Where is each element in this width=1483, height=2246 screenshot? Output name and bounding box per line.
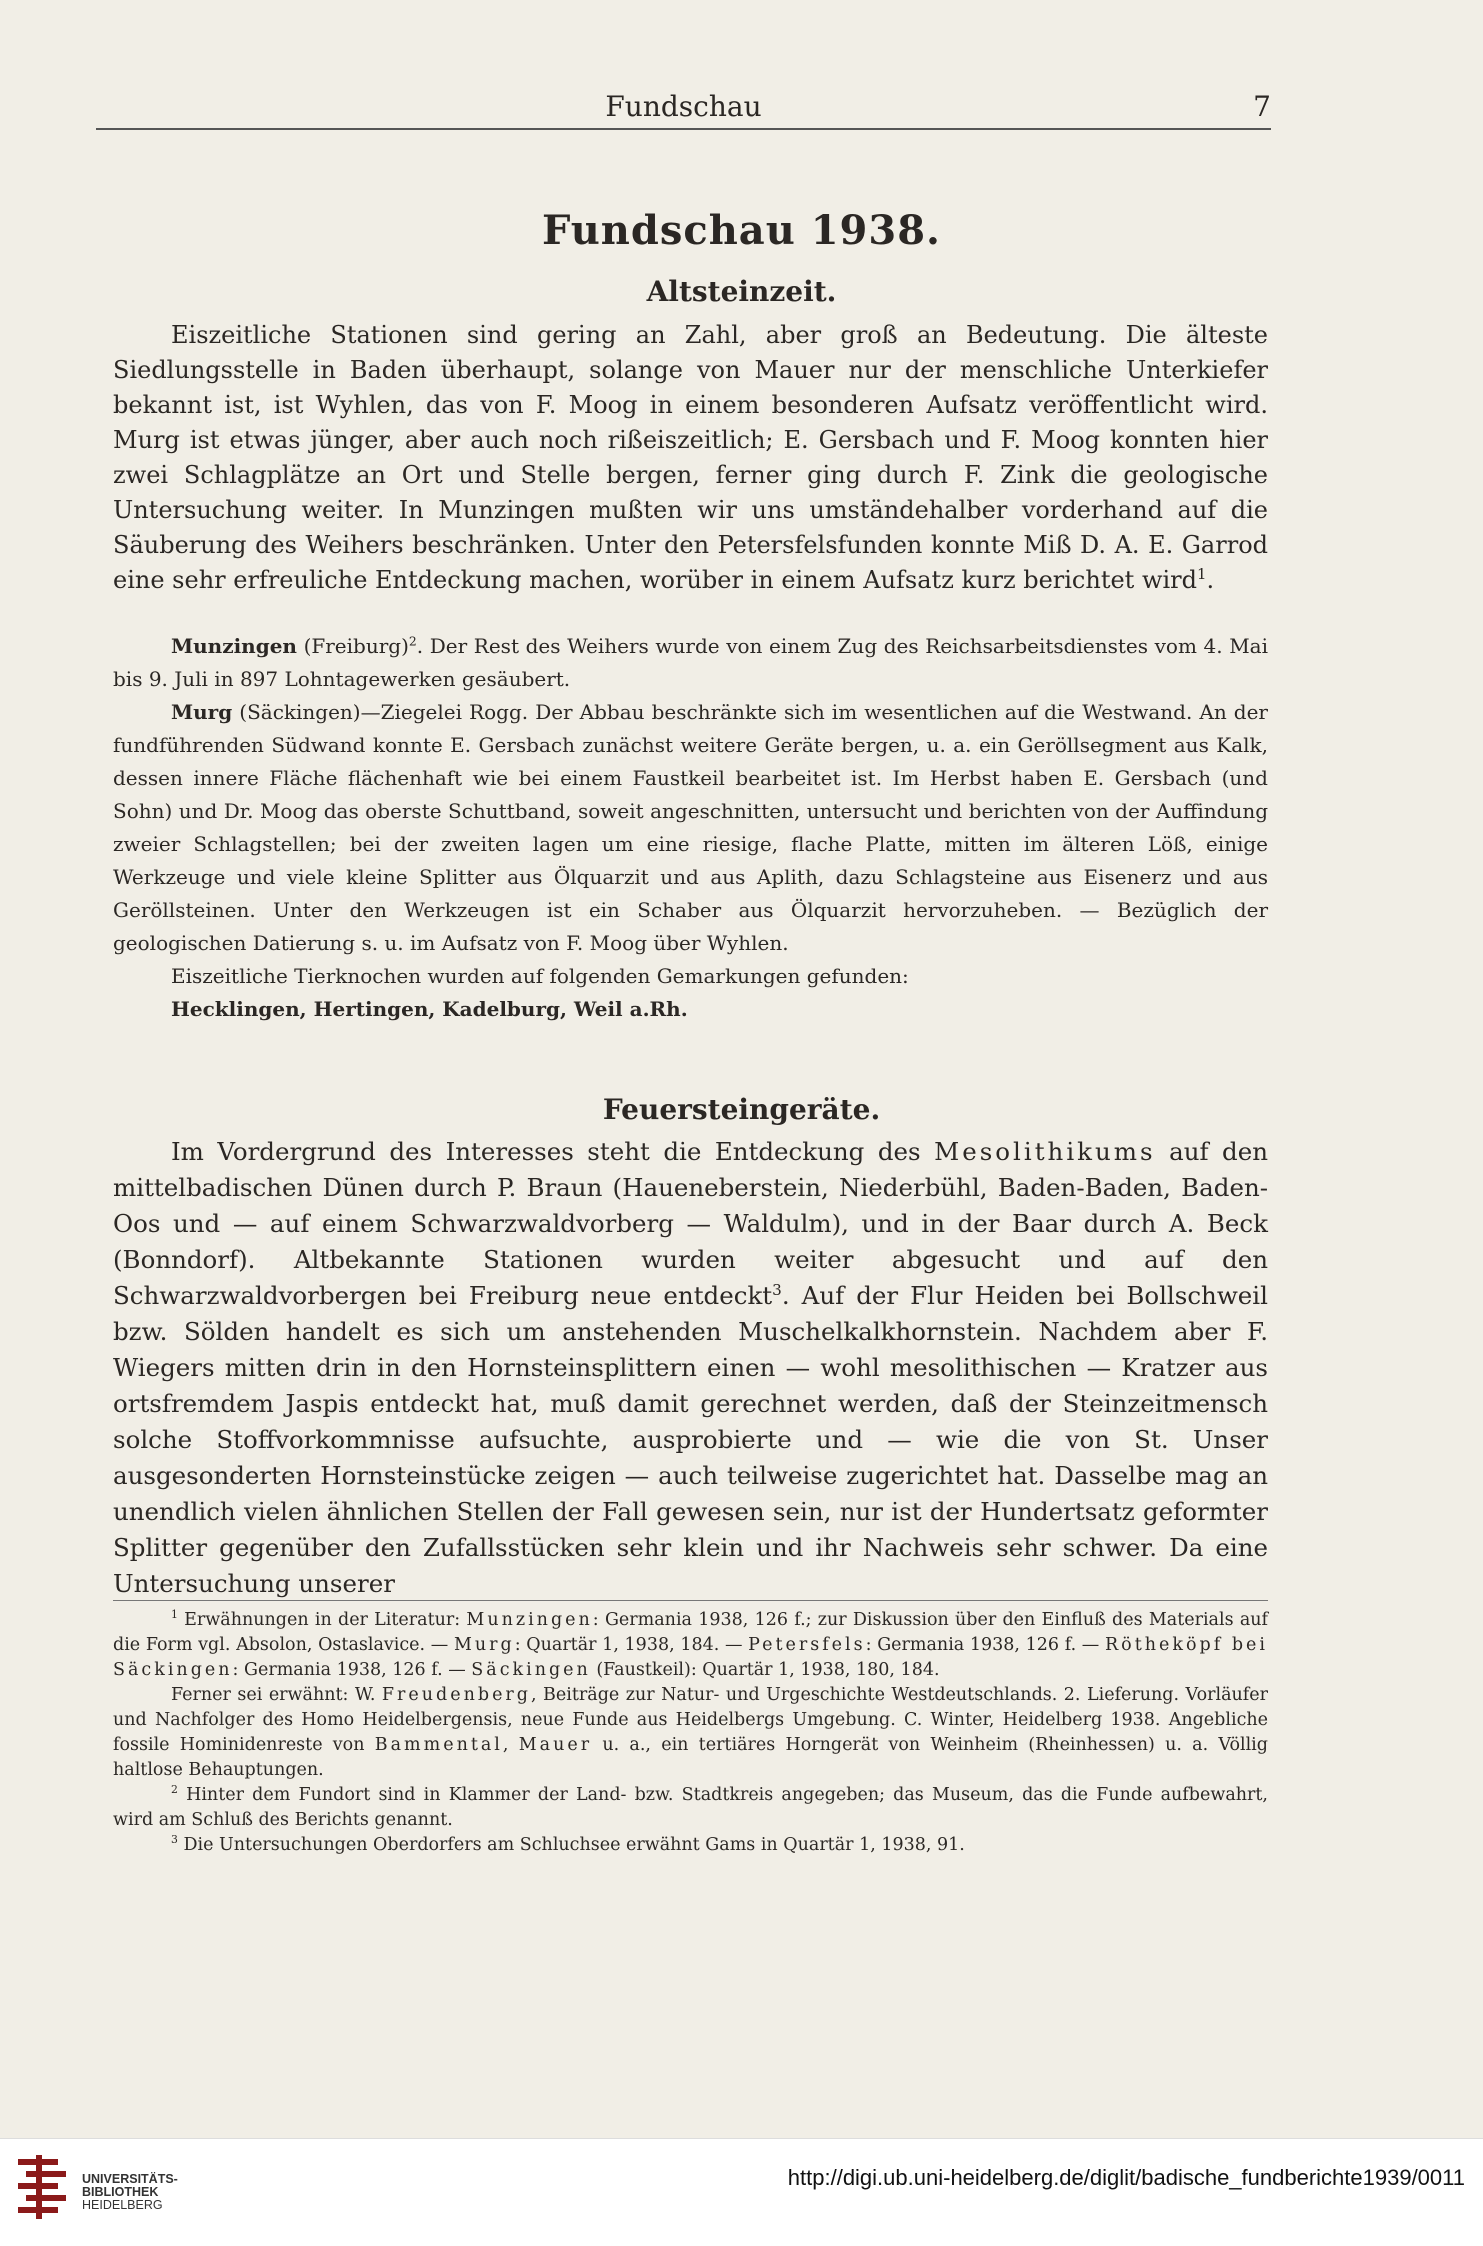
footnote-ref-1: 1 (1197, 565, 1207, 583)
footnote-1b-spaced-1: Freudenberg (381, 1685, 531, 1705)
page-title: Fundschau 1938. (542, 207, 941, 254)
feuerstein-text-c: . Auf der Flur Heiden bei Bollschweil bzw. Sölden handelt es sich um anstehenden Muschelkalkhornstein. Nachdem aber F. Wiegers mitten drin in den Hornsteinsplittern einen — wohl mesolithischen — Kratzer aus ortsfremdem Jaspis entdeckt hat, muß damit gerechnet werden, daß der Steinzeitmensch solche Stoffvorkommnisse aufsuchte, ausprobierte und — wie die von St. Unser ausgesonderten Hornsteinstücke zeigen — auch teilweise zugerichtet hat. Dasselbe mag an unendlich vielen ähnlichen Stellen der Fall gewesen sein, nur ist der Hundertsatz geformter Splitter gegenüber den Zufallsstücken sehr klein und ihr Nachweis sehr schwer. Da eine Untersuchung unserer (113, 1281, 1268, 1598)
intro-end: . (1206, 566, 1215, 594)
footnote-3 (113, 1833, 1268, 1858)
footnote-1-spaced-5: Säckingen (471, 1660, 591, 1680)
university-library-logo-icon (12, 2149, 72, 2229)
murg-text: (Säckingen)—Ziegelei Rogg. Der Abbau beschränkte sich im wesentlichen auf die Westwand. An der fundführenden Südwand konnte E. Gersbach zunächst weitere Geräte bergen, u. a. ein Geröllsegment aus Kalk, dessen innere Fläche flächenhaft wie bei einem Faustkeil bearbeitet ist. Im Herbst haben E. Gersbach (und Sohn) und Dr. Moog das oberste Schuttband, soweit angeschnitten, untersucht und berichten von der Auffindung zweier Schlagstellen; bei der zweiten lagen um eine riesige, flache Platte, mitten im älteren Löß, einige Werkzeuge und viele kleine Splitter aus Ölquarzit und aus Aplith, dazu Schlagsteine aus Eisenerz und aus Geröllsteinen. Unter den Werkzeugen ist ein Schaber aus Ölquarzit hervorzuheben. — Bezüglich der geologischen Datierung s. u. im Aufsatz von F. Moog über Wyhlen. (113, 700, 1268, 955)
permalink-url[interactable]: http://digi.ub.uni-heidelberg.de/diglit/badische_fundberichte1939/0011 (787, 2165, 1465, 2190)
footnote-1-text-e: : Germania 1938, 126 f. — (232, 1660, 472, 1680)
footnote-1-spaced-1: Munzingen (466, 1610, 593, 1630)
footnote-2-number: 2 (171, 1783, 178, 1797)
footnote-1b-text-a: Ferner sei erwähnt: W. (171, 1685, 382, 1705)
running-title: Fundschau (605, 90, 762, 123)
footnote-ref-3: 3 (772, 1280, 782, 1299)
footnote-divider (113, 1600, 1268, 1601)
footnotes (113, 1608, 1268, 1858)
feuerstein-text-b: auf den mittelbadischen Dünen durch P. Braun (Haueneberstein, Niederbühl, Baden-Baden, Baden-Oos und — auf einem Schwarzwaldvorberg — Waldulm), und in der Baar durch A. Beck (Bonndorf). Altbekannte Stationen wurden weiter abgesucht und auf den Schwarzwaldvorbergen bei Freiburg neue entdeckt (113, 1137, 1268, 1310)
footnote-1-text-a: Erwähnungen in der Literatur: (177, 1610, 467, 1630)
footnote-1 (113, 1608, 1268, 1683)
footnote-1b-text-b: , Beiträge zur Natur- und Urgeschichte Westdeutschlands. 2. Lieferung. Vorläufer und Nachfolger des Homo Heidelbergensis, neue Funde aus Heidelbergs Umgebung. C. Winter, Heidelberg 1938. Angebliche fossile Hominidenreste von (113, 1685, 1268, 1755)
library-name-line-2: BIBLIOTHEK (82, 2185, 159, 2199)
page-number: 7 (1253, 90, 1271, 123)
footnote-1-text-b: : Germania 1938, 126 f.; zur Diskussion über den Einfluß des Materials auf die Form vgl. Absolon, Ostaslavice. — (113, 1610, 1269, 1655)
mesolithikum-term: Mesolithikums (934, 1137, 1156, 1166)
library-name (82, 2173, 178, 2212)
library-name-line-3: HEIDELBERG (82, 2198, 163, 2212)
paragraph-feuersteingeraete (113, 1134, 1268, 1602)
footnote-1-spaced-2: Murg (453, 1635, 515, 1655)
footnote-3-number: 3 (171, 1833, 178, 1847)
footnote-1b-text-c: , (502, 1735, 519, 1755)
paragraph-munzingen-murg (113, 630, 1268, 1026)
intro-text: Eiszeitliche Stationen sind gering an Zahl, aber groß an Bedeutung. Die älteste Siedlungsstelle in Baden überhaupt, solange von Mauer nur der menschliche Unterkiefer bekannt ist, ist Wyhlen, das von F. Moog in einem besonderen Aufsatz veröffentlicht wird. Murg ist etwas jünger, aber auch noch rißeiszeitlich; E. Gersbach und F. Moog konnten hier zwei Schlagplätze an Ort und Stelle bergen, ferner ging durch F. Zink die geologische Untersuchung weiter. In Munzingen mußten wir uns umständehalber vorderhand auf die Säuberung des Weihers beschränken. Unter den Petersfelsfunden konnte Miß D. A. E. Garrod eine sehr erfreuliche Entdeckung machen, worüber in einem Aufsatz kurz berichtet wird (113, 321, 1268, 594)
entry-munzingen-name: Munzingen (171, 634, 297, 658)
munzingen-place: (Freiburg) (296, 634, 409, 658)
footnote-1-spaced-4: Rötheköpf bei Säckingen (113, 1635, 1268, 1680)
tierknochen-places: Hecklingen, Hertingen, Kadelburg, Weil a.Rh. (171, 997, 688, 1021)
footnote-1-text-c: : Quartär 1, 1938, 184. — (514, 1635, 749, 1655)
footnote-1b-spaced-3: Mauer (518, 1735, 593, 1755)
munzingen-text: . Der Rest des Weihers wurde von einem Zug des Reichsarbeitsdienstes vom 4. Mai bis 9. Juli in 897 Lohntagewerken gesäubert. (113, 634, 1268, 691)
tierknochen-text: Eiszeitliche Tierknochen wurden auf folgenden Gemarkungen gefunden: (171, 964, 909, 988)
footnote-1-number: 1 (171, 1608, 178, 1622)
entry-murg-name: Murg (171, 700, 233, 724)
footnote-2 (113, 1783, 1268, 1833)
running-header (96, 88, 1271, 130)
section-heading-feuersteingeraete: Feuersteingeräte. (602, 1093, 881, 1126)
feuerstein-text-a: Im Vordergrund des Interesses steht die Entdeckung des (171, 1137, 935, 1166)
footnote-3-text: Die Untersuchungen Oberdorfers am Schluchsee erwähnt Gams in Quartär 1, 1938, 91. (177, 1835, 965, 1855)
paragraph-intro (113, 318, 1268, 598)
footnote-1b-spaced-2: Bammental (374, 1735, 503, 1755)
footnote-1-continued (113, 1683, 1268, 1783)
footnote-2-text: Hinter dem Fundort sind in Klammer der Land- bzw. Stadtkreis angegeben; das Museum, das die Funde aufbewahrt, wird am Schluß des Berichts genannt. (113, 1785, 1268, 1830)
viewer-footer (0, 2138, 1483, 2246)
footnote-1b-text-d: u. a., ein tertiäres Horngerät von Weinheim (Rheinhessen) u. a. Völlig haltlose Behauptungen. (113, 1735, 1268, 1780)
section-heading-altsteinzeit: Altsteinzeit. (646, 275, 837, 308)
footnote-ref-2: 2 (408, 633, 417, 649)
library-name-line-1: UNIVERSITÄTS- (82, 2172, 178, 2186)
footnote-1-spaced-3: Petersfels (748, 1635, 866, 1655)
footnote-1-text-f: (Faustkeil): Quartär 1, 1938, 180, 184. (590, 1660, 940, 1680)
footnote-1-text-d: : Germania 1938, 126 f. — (865, 1635, 1105, 1655)
